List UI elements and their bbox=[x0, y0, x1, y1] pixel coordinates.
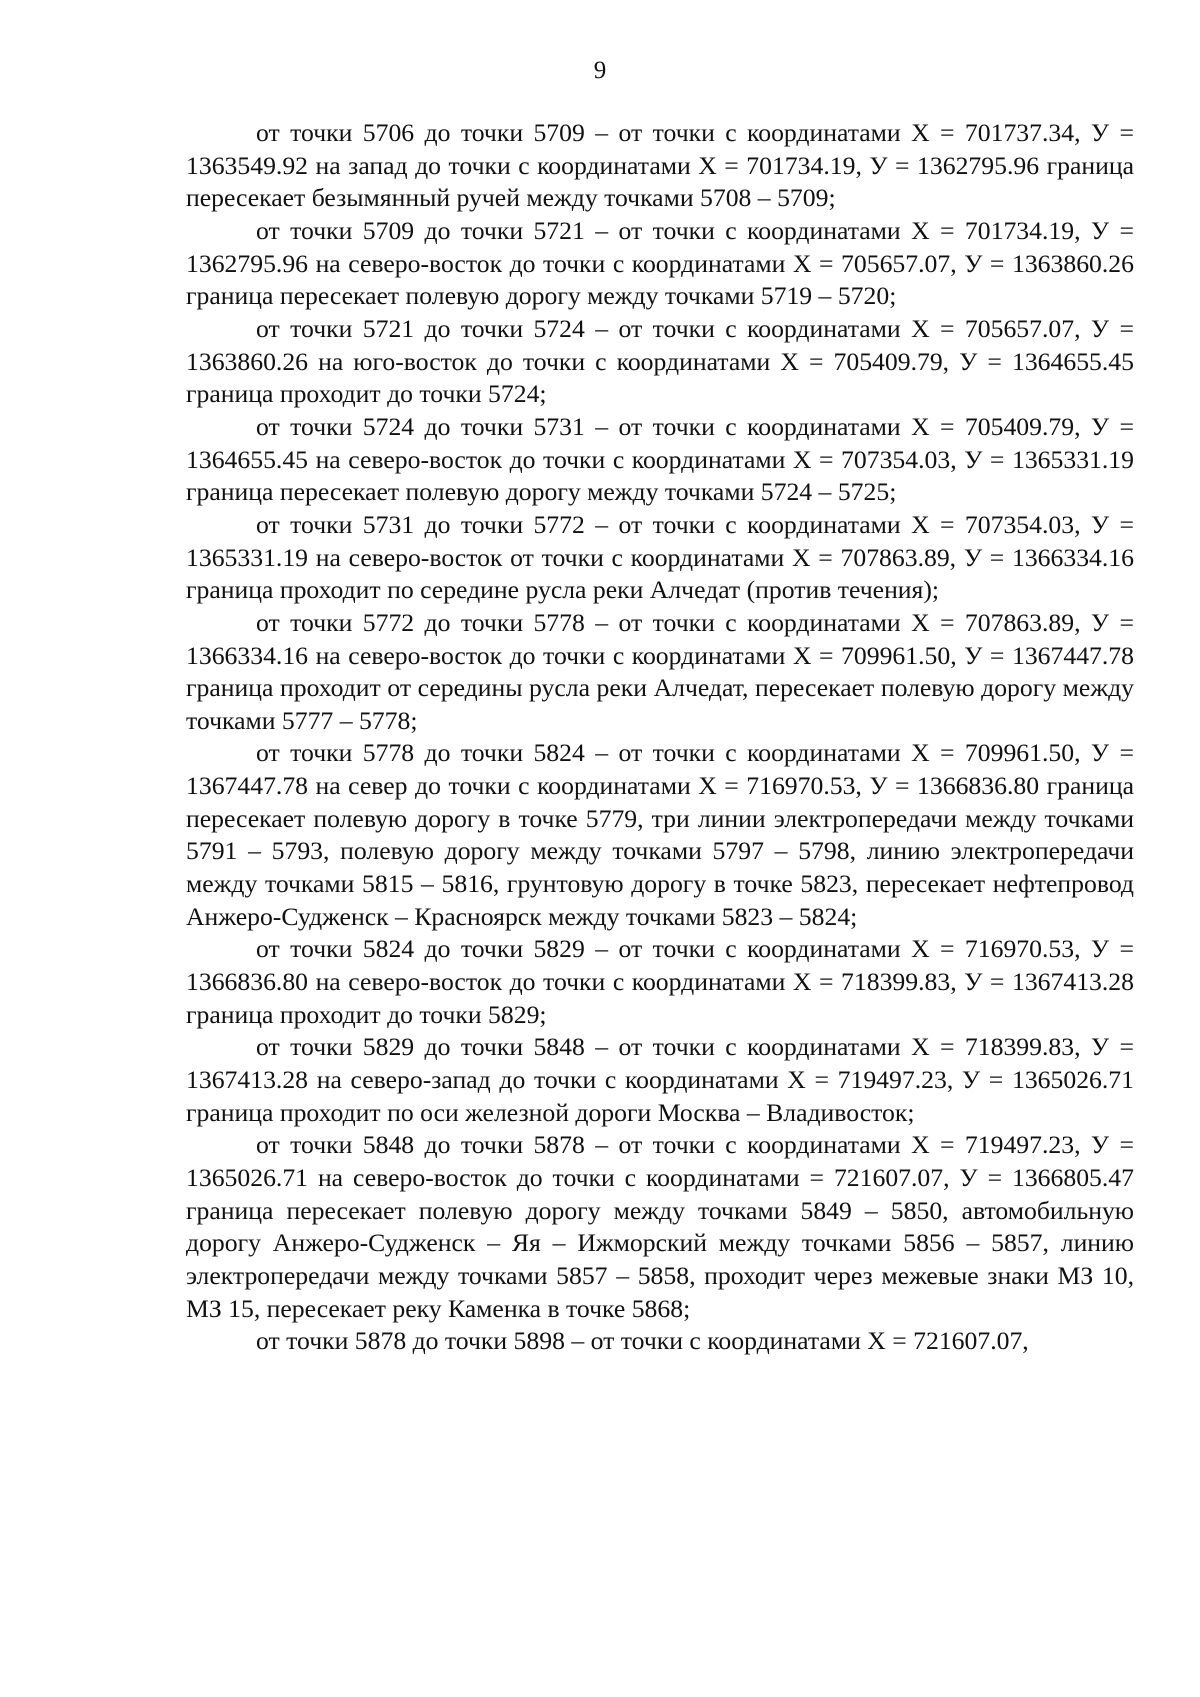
paragraph: от точки 5772 до точки 5778 – от точки с координатами X = 707863.89, У = 1366334.16 на северо-восток до точки с координатами X = 709961.50, У = 1367447.78 граница проходит от середины русла реки Алчедат, пересекает полевую дорогу между точками 5777 – 5778; bbox=[186, 607, 1134, 735]
paragraph: от точки 5829 до точки 5848 – от точки с координатами X = 718399.83, У = 1367413.28 на северо-запад до точки с координатами X = 719497.23, У = 1365026.71 граница проходит по оси железной дороги Москва – Владивосток; bbox=[186, 1032, 1134, 1127]
paragraph: от точки 5824 до точки 5829 – от точки с координатами X = 716970.53, У = 1366836.80 на северо-восток до точки с координатами X = 718399.83, У = 1367413.28 граница проходит до точки 5829; bbox=[186, 934, 1134, 1029]
paragraph: от точки 5724 до точки 5731 – от точки с координатами X = 705409.79, У = 1364655.45 на северо-восток до точки с координатами X = 707354.03, У = 1365331.19 граница пересекает полевую дорогу между точками 5724 – 5725; bbox=[186, 411, 1134, 507]
document-body bbox=[186, 117, 1134, 1358]
paragraph: от точки 5778 до точки 5824 – от точки с координатами X = 709961.50, У = 1367447.78 на север до точки с координатами X = 716970.53, У = 1366836.80 граница пересекает полевую дорогу в точке 5779, три линии электропередачи между точками 5791 – 5793, полевую дорогу между точками 5797 – 5798, линию электропередачи между точками 5815 – 5816, грунтовую дорогу в точке 5823, пересекает нефтепровод Анжеро-Судженск – Красноярск между точками 5823 – 5824; bbox=[186, 738, 1134, 931]
paragraph: от точки 5848 до точки 5878 – от точки с координатами X = 719497.23, У = 1365026.71 на северо-восток до точки с координатами = 721607.07, У = 1366805.47 граница пересекает полевую дорогу между точками 5849 – 5850, автомобильную дорогу Анжеро-Судженск – Яя – Ижморский между точками 5856 – 5857, линию электропередачи между точками 5857 – 5858, проходит через межевые знаки МЗ 10, МЗ 15, пересекает реку Каменка в точке 5868; bbox=[186, 1130, 1134, 1323]
page-number: 9 bbox=[593, 57, 607, 84]
paragraph: от точки 5709 до точки 5721 – от точки с координатами X = 701734.19, У = 1362795.96 на северо-восток до точки с координатами X = 705657.07, У = 1363860.26 граница пересекает полевую дорогу между точками 5719 – 5720; bbox=[186, 215, 1134, 311]
paragraph: от точки 5731 до точки 5772 – от точки с координатами X = 707354.03, У = 1365331.19 на северо-восток от точки с координатами X = 707863.89, У = 1366334.16 граница проходит по середине русла реки Алчедат (против течения); bbox=[186, 509, 1134, 605]
paragraph: от точки 5706 до точки 5709 – от точки с координатами X = 701737.34, У = 1363549.92 на запад до точки с координатами X = 701734.19, У = 1362795.96 граница пересекает безымянный ручей между точками 5708 – 5709; bbox=[186, 118, 1134, 213]
paragraph: от точки 5721 до точки 5724 – от точки с координатами X = 705657.07, У = 1363860.26 на юго-восток до точки с координатами X = 705409.79, У = 1364655.45 граница проходит до точки 5724; bbox=[186, 313, 1134, 409]
paragraph: от точки 5878 до точки 5898 – от точки с координатами X = 721607.07, bbox=[256, 1326, 1029, 1356]
